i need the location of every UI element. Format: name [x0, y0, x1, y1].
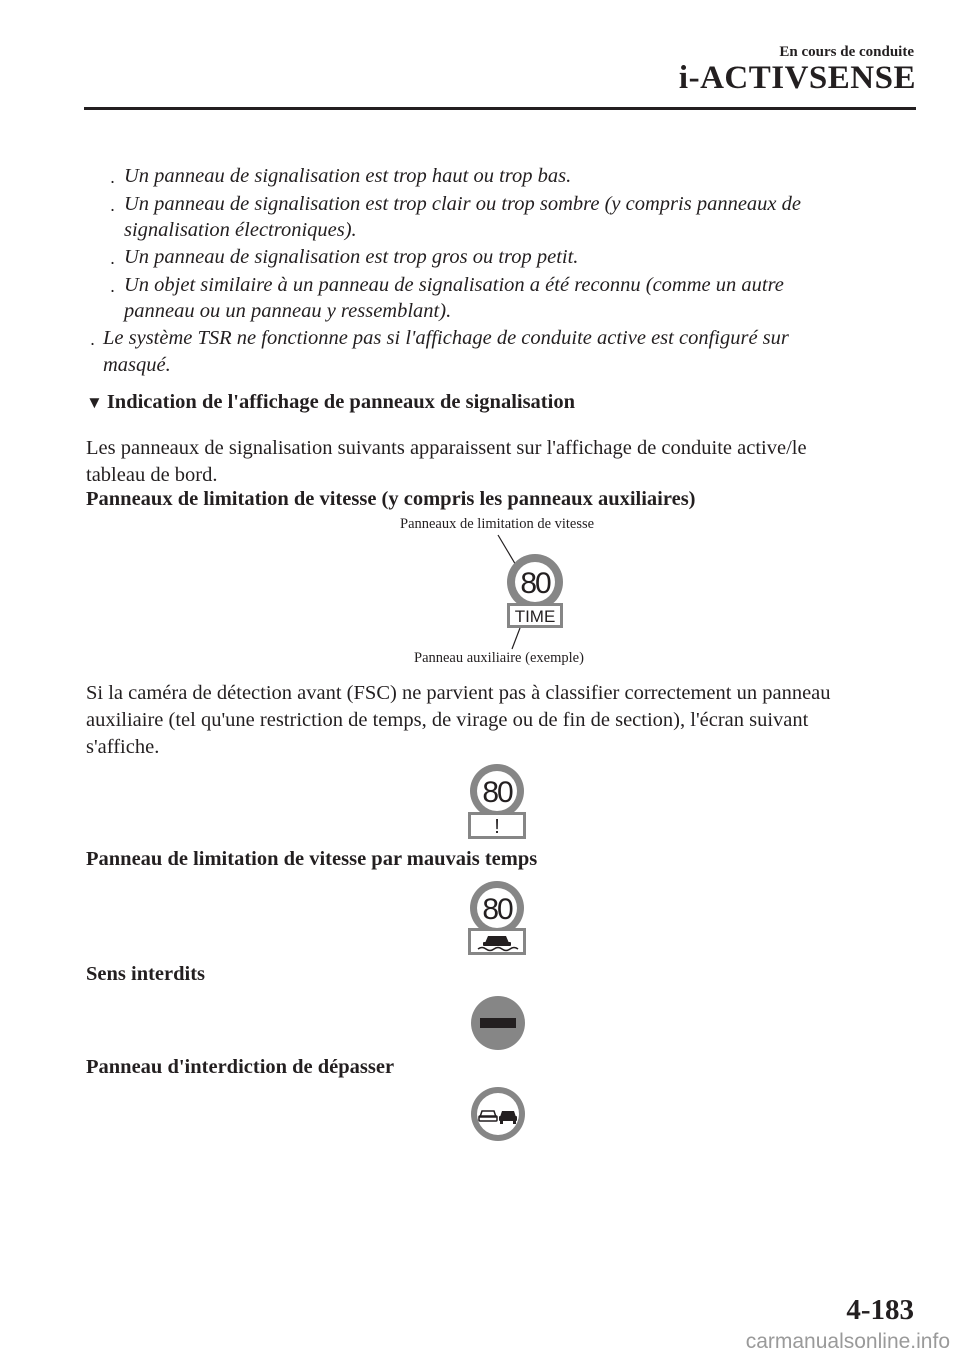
section-heading [86, 391, 575, 414]
bullet-line: Un panneau de signalisation est trop clair ou trop sombre (y compris panneaux de [124, 193, 802, 215]
weather-heading: Panneau de limitation de vitesse par mauvais temps [86, 848, 538, 870]
no-overtaking-heading: Panneau d'interdiction de dépasser [86, 1056, 395, 1078]
bad-weather-speed-sign [464, 879, 530, 959]
bullet-line: masqué. [103, 354, 171, 376]
speed-limit-caption: Panneaux de limitation de vitesse [400, 516, 595, 532]
callout-line [512, 628, 520, 649]
bullet-line: Un panneau de signalisation est trop haut ou trop bas. [124, 165, 572, 187]
bullet-dot: · [110, 200, 115, 220]
bullet-line: Le système TSR ne fonctionne pas si l'affichage de conduite active est configuré sur [103, 327, 789, 349]
bullet-dot: · [110, 172, 115, 192]
chapter-title: i-ACTIVSENSE [678, 60, 916, 96]
fsc-line: s'affiche. [86, 736, 160, 758]
bullet-line: Un panneau de signalisation est trop gros ou trop petit. [124, 246, 579, 268]
unclassified-aux-sign [464, 762, 530, 842]
speed-value: 80 [482, 776, 512, 809]
exclamation-mark: ! [494, 816, 500, 838]
speed-value: 80 [482, 893, 512, 926]
header-rule [84, 107, 916, 110]
no-entry-heading: Sens interdits [86, 963, 206, 985]
fsc-line: Si la caméra de détection avant (FSC) ne parvient pas à classifier correctement un panneau [86, 682, 831, 704]
speed-limit-heading: Panneaux de limitation de vitesse (y compris les panneaux auxiliaires) [86, 488, 696, 510]
no-overtaking-sign [469, 1085, 527, 1143]
aux-label: TIME [514, 607, 556, 626]
bullet-dot: · [90, 334, 95, 354]
bullet-dot: · [110, 253, 115, 273]
intro-line: Les panneaux de signalisation suivants apparaissent sur l'affichage de conduite active/le [86, 437, 807, 459]
intro-line: tableau de bord. [86, 464, 218, 486]
watermark-footer: carmanualsonline.info [745, 1330, 950, 1353]
no-entry-bar [480, 1018, 516, 1028]
bullet-line: signalisation électroniques). [124, 219, 357, 241]
fsc-line: auxiliaire (tel qu'une restriction de temps, de virage ou de fin de section), l'écran suivant [86, 709, 809, 731]
speed-value: 80 [520, 567, 550, 600]
page-number: 4-183 [846, 1294, 914, 1326]
aux-caption: Panneau auxiliaire (exemple) [414, 650, 584, 666]
running-section-title: En cours de conduite [779, 44, 914, 60]
bullet-dot: · [110, 281, 115, 301]
triangle-down-icon: ▼ [86, 393, 103, 412]
bullet-line: Un objet similaire à un panneau de signalisation a été reconnu (comme un autre [124, 274, 784, 296]
speed-limit-figure [490, 532, 580, 652]
bullet-line: panneau ou un panneau y ressemblant). [124, 300, 452, 322]
section-heading-text: Indication de l'affichage de panneaux de signalisation [106, 391, 575, 413]
no-entry-sign [469, 994, 527, 1052]
